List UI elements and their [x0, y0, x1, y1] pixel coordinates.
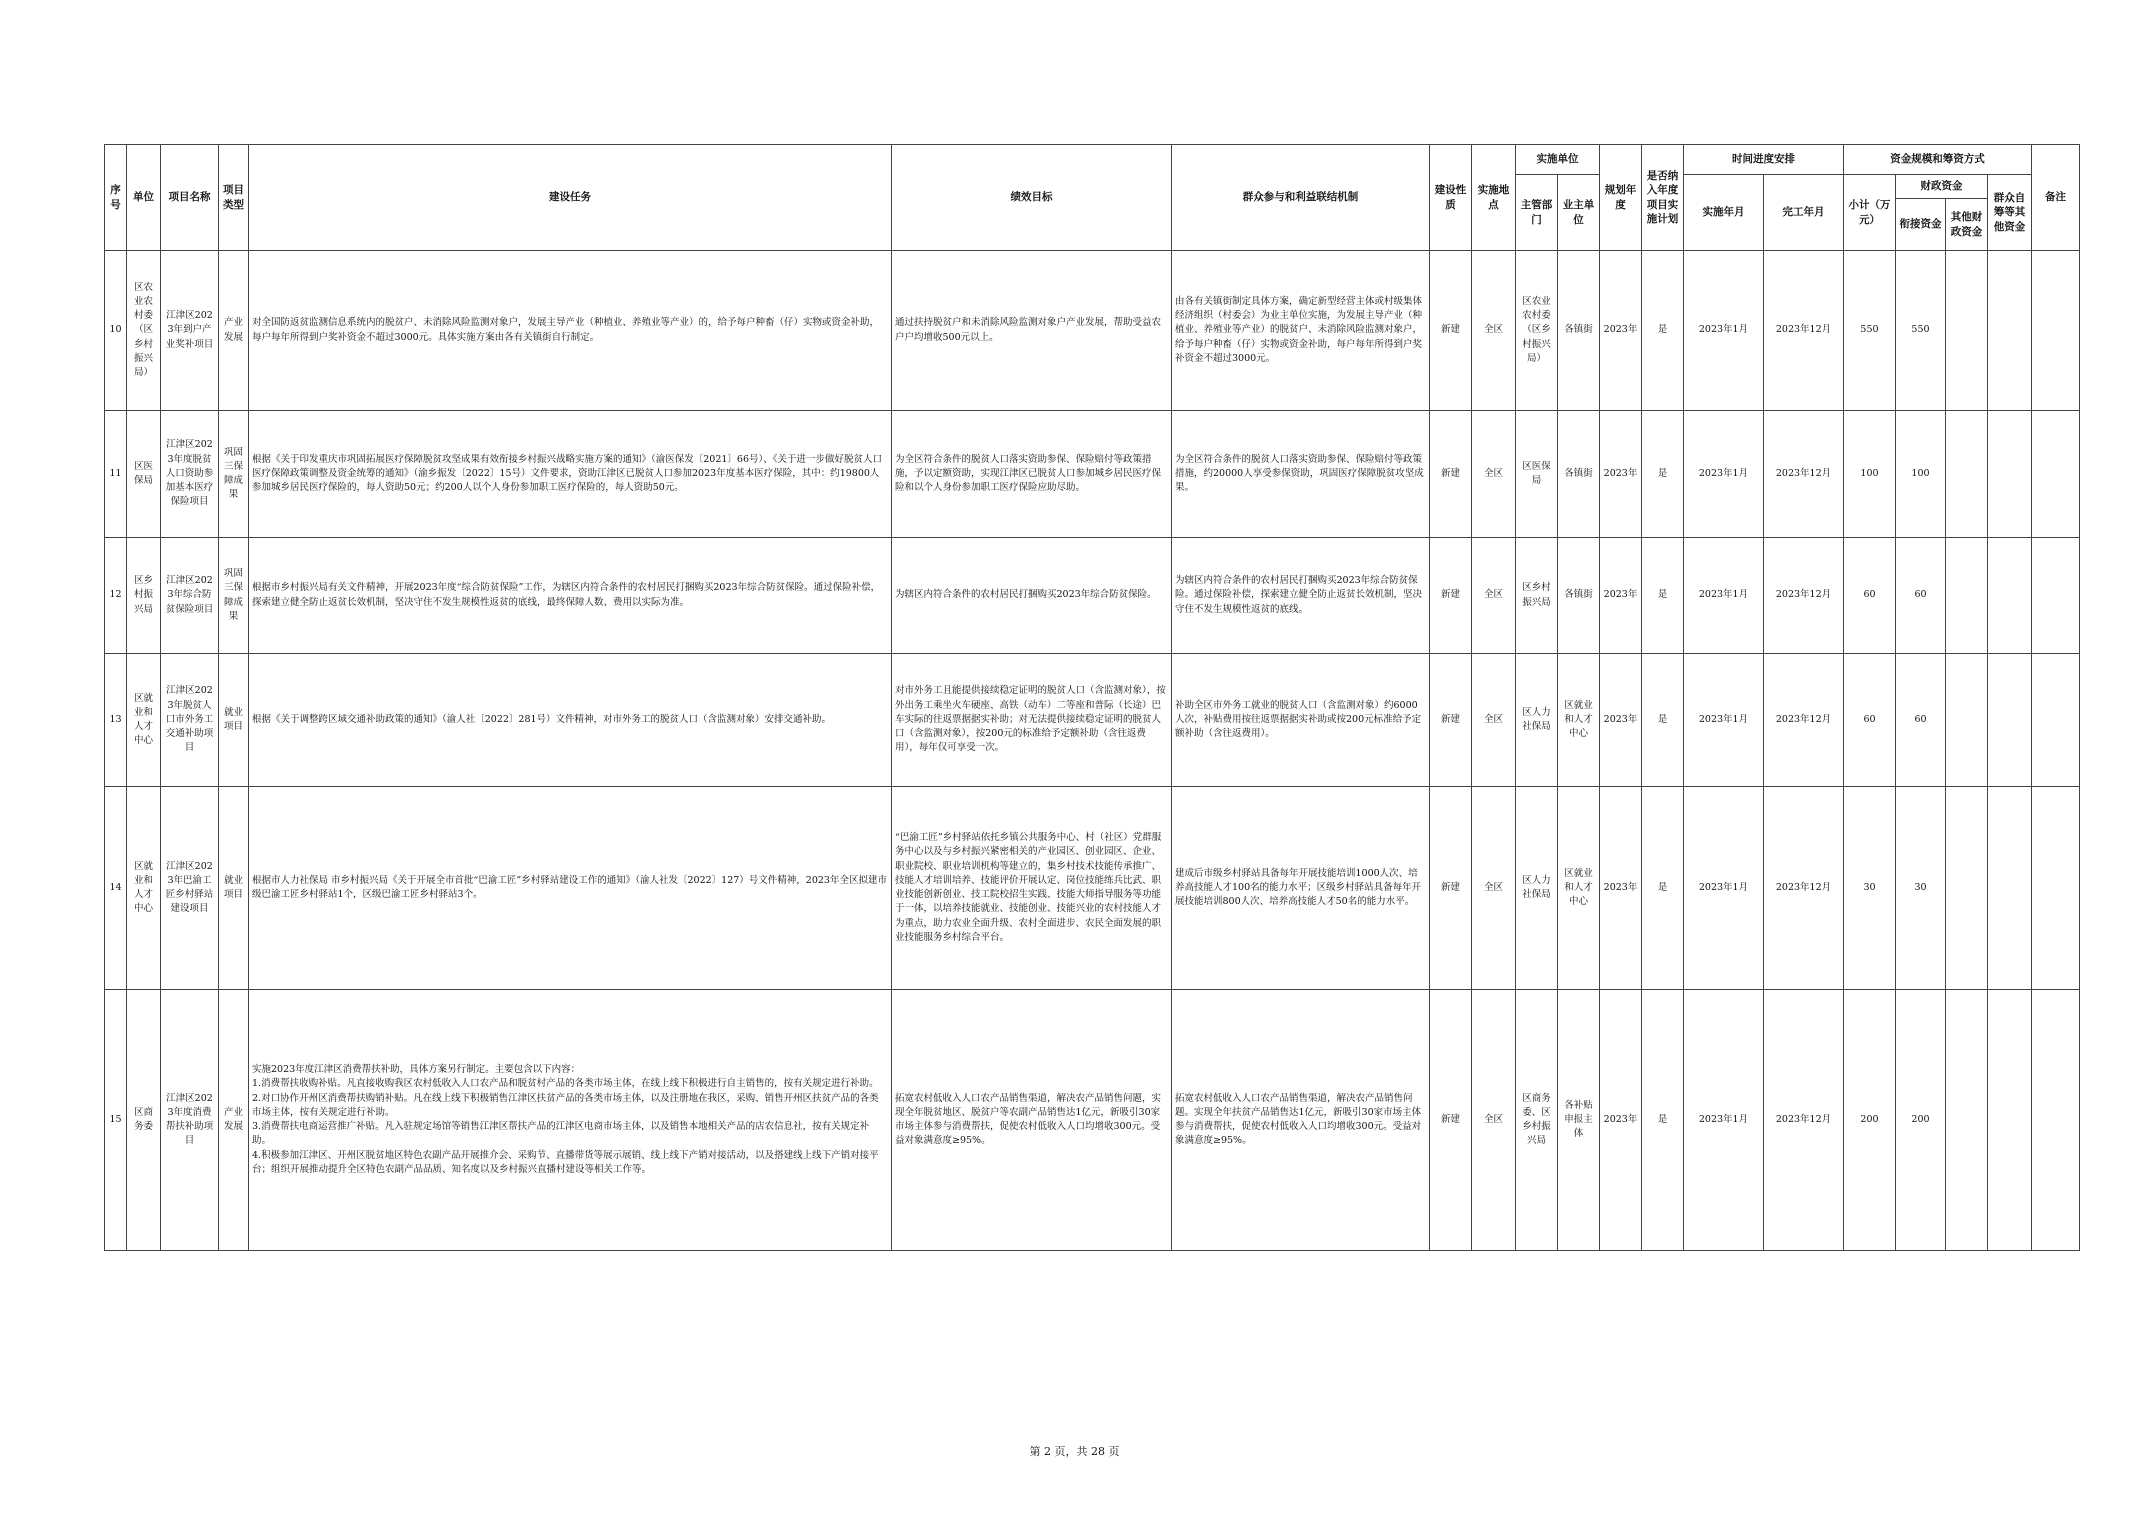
- cell-annual-plan: 是: [1642, 990, 1684, 1251]
- cell-goal: 拓宽农村低收入人口农产品销售渠道，解决农产品销售问题，实现全年脱贫地区、脱贫户等农副产品销售达1亿元，新吸引30家市场主体参与消费帮扶，促使农村低收入人口均增收300元。受益对象满意度≥95%。: [892, 990, 1172, 1251]
- cell-self-raised: [1988, 251, 2032, 411]
- cell-subtotal: 60: [1844, 538, 1896, 654]
- cell-main-dept: 区医保局: [1516, 411, 1558, 538]
- cell-subtotal: 550: [1844, 251, 1896, 411]
- project-table: [104, 144, 2080, 1251]
- cell-start: 2023年1月: [1684, 654, 1764, 787]
- cell-plan-year: 2023年: [1600, 787, 1642, 990]
- cell-location: 全区: [1472, 538, 1516, 654]
- cell-end: 2023年12月: [1764, 990, 1844, 1251]
- cell-start: 2023年1月: [1684, 251, 1764, 411]
- cell-owner: 区就业和人才中心: [1558, 654, 1600, 787]
- cell-link-fund: 200: [1896, 990, 1946, 1251]
- cell-self-raised: [1988, 538, 2032, 654]
- header-name: 项目名称: [161, 145, 219, 251]
- cell-name: 江津区2023年度消费帮扶补助项目: [161, 990, 219, 1251]
- cell-seq: 15: [105, 990, 127, 1251]
- header-owner: 业主单位: [1558, 175, 1600, 251]
- cell-location: 全区: [1472, 787, 1516, 990]
- cell-owner: 各补贴申报主体: [1558, 990, 1600, 1251]
- cell-owner: 区就业和人才中心: [1558, 787, 1600, 990]
- cell-type: 就业项目: [219, 787, 249, 990]
- cell-seq: 10: [105, 251, 127, 411]
- cell-task: 根据市人力社保局 市乡村振兴局《关于开展全市首批“巴渝工匠”乡村驿站建设工作的通知》（渝人社发〔2022〕127）号文件精神，2023年全区拟建市级巴渝工匠乡村驿站1个，区级巴渝工匠乡村驿站3个。: [249, 787, 892, 990]
- cell-unit: 区就业和人才中心: [127, 787, 161, 990]
- cell-remark: [2032, 538, 2080, 654]
- cell-start: 2023年1月: [1684, 411, 1764, 538]
- cell-unit: 区医保局: [127, 411, 161, 538]
- cell-name: 江津区2023年巴渝工匠乡村驿站建设项目: [161, 787, 219, 990]
- header-annual-plan: 是否纳入年度项目实施计划: [1642, 145, 1684, 251]
- cell-other-fiscal: [1946, 251, 1988, 411]
- cell-annual-plan: 是: [1642, 411, 1684, 538]
- cell-location: 全区: [1472, 251, 1516, 411]
- cell-annual-plan: 是: [1642, 787, 1684, 990]
- cell-annual-plan: 是: [1642, 654, 1684, 787]
- header-mechanism: 群众参与和利益联结机制: [1172, 145, 1430, 251]
- cell-remark: [2032, 251, 2080, 411]
- cell-nature: 新建: [1430, 990, 1472, 1251]
- cell-goal: 为辖区内符合条件的农村居民打捆购买2023年综合防贫保险。: [892, 538, 1172, 654]
- cell-nature: 新建: [1430, 411, 1472, 538]
- header-fund: 资金规模和筹资方式: [1844, 145, 2032, 175]
- cell-subtotal: 30: [1844, 787, 1896, 990]
- cell-type: 产业发展: [219, 251, 249, 411]
- cell-other-fiscal: [1946, 787, 1988, 990]
- cell-type: 产业发展: [219, 990, 249, 1251]
- header-seq: 序号: [105, 145, 127, 251]
- header-impl-unit: 实施单位: [1516, 145, 1600, 175]
- header-main-dept: 主管部门: [1516, 175, 1558, 251]
- cell-annual-plan: 是: [1642, 538, 1684, 654]
- cell-remark: [2032, 990, 2080, 1251]
- cell-main-dept: 区人力社保局: [1516, 787, 1558, 990]
- cell-seq: 11: [105, 411, 127, 538]
- cell-main-dept: 区乡村振兴局: [1516, 538, 1558, 654]
- header-fiscal: 财政资金: [1896, 175, 1988, 199]
- cell-name: 江津区2023年脱贫人口市外务工交通补助项目: [161, 654, 219, 787]
- cell-seq: 14: [105, 787, 127, 990]
- cell-self-raised: [1988, 990, 2032, 1251]
- cell-task: 根据《关于调整跨区域交通补助政策的通知》（渝人社〔2022〕281号）文件精神，对市外务工的脱贫人口（含监测对象）安排交通补助。: [249, 654, 892, 787]
- cell-start: 2023年1月: [1684, 990, 1764, 1251]
- cell-task: 根据市乡村振兴局有关文件精神，开展2023年度“综合防贫保险”工作，为辖区内符合条件的农村居民打捆购买2023年综合防贫保险。通过保险补偿，探索建立健全防止返贫长效机制，坚决守住不发生规模性返贫的底线，最终保障人数、费用以实际为准。: [249, 538, 892, 654]
- cell-plan-year: 2023年: [1600, 538, 1642, 654]
- header-nature: 建设性质: [1430, 145, 1472, 251]
- cell-nature: 新建: [1430, 654, 1472, 787]
- cell-type: 巩固三保障成果: [219, 538, 249, 654]
- header-goal: 绩效目标: [892, 145, 1172, 251]
- table-row: [105, 411, 2080, 538]
- cell-other-fiscal: [1946, 654, 1988, 787]
- header-remark: 备注: [2032, 145, 2080, 251]
- cell-goal: 通过扶持脱贫户和未消除风险监测对象户产业发展，帮助受益农户户均增收500元以上。: [892, 251, 1172, 411]
- cell-mechanism: 补助全区市外务工就业的脱贫人口（含监测对象）约6000人次，补贴费用按往返票据据实补助或按200元标准给予定额补助（含往返费用）。: [1172, 654, 1430, 787]
- header-link-fund: 衔接资金: [1896, 199, 1946, 251]
- table-row: [105, 538, 2080, 654]
- cell-remark: [2032, 654, 2080, 787]
- cell-plan-year: 2023年: [1600, 411, 1642, 538]
- cell-nature: 新建: [1430, 787, 1472, 990]
- table-row: [105, 654, 2080, 787]
- cell-plan-year: 2023年: [1600, 654, 1642, 787]
- cell-link-fund: 30: [1896, 787, 1946, 990]
- cell-type: 巩固三保障成果: [219, 411, 249, 538]
- cell-link-fund: 60: [1896, 654, 1946, 787]
- cell-other-fiscal: [1946, 538, 1988, 654]
- cell-name: 江津区2023年综合防贫保险项目: [161, 538, 219, 654]
- cell-location: 全区: [1472, 654, 1516, 787]
- header-schedule: 时间进度安排: [1684, 145, 1844, 175]
- cell-goal: 为全区符合条件的脱贫人口落实资助参保、保险赔付等政策措施，予以定额资助，实现江津区已脱贫人口参加城乡居民医疗保险和以个人身份参加职工医疗保险应助尽助。: [892, 411, 1172, 538]
- cell-end: 2023年12月: [1764, 654, 1844, 787]
- table-row: [105, 251, 2080, 411]
- cell-end: 2023年12月: [1764, 251, 1844, 411]
- cell-nature: 新建: [1430, 251, 1472, 411]
- table-row: [105, 787, 2080, 990]
- cell-end: 2023年12月: [1764, 538, 1844, 654]
- cell-link-fund: 100: [1896, 411, 1946, 538]
- cell-self-raised: [1988, 654, 2032, 787]
- cell-plan-year: 2023年: [1600, 990, 1642, 1251]
- cell-task: 根据《关于印发重庆市巩固拓展医疗保障脱贫攻坚成果有效衔接乡村振兴战略实施方案的通知》（渝医保发〔2021〕66号）、《关于进一步做好脱贫人口医疗保障政策调整及资金统筹的通知》（渝乡振发〔2022〕15号）文件要求，资助江津区已脱贫人口参加2023年度基本医疗保险，其中：约19800人参加城乡居民医疗保险的，每人资助50元；约200人以个人身份参加职工医疗保险的，每人资助50元。: [249, 411, 892, 538]
- cell-goal: “巴渝工匠”乡村驿站依托乡镇公共服务中心、村（社区）党群服务中心以及与乡村振兴紧密相关的产业园区、创业园区、企业、职业院校、职业培训机构等建立的，集乡村技术技能传承推广、技能人才培训培养、技能评价开展认定、岗位技能练兵比武、职业技能创新创业、技工院校招生实践、技能大师指导服务等功能于一体，以培养技能就业、技能创业、技能兴业的农村技能人才为重点，助力农业全面升级、农村全面进步、农民全面发展的职业技能服务乡村综合平台。: [892, 787, 1172, 990]
- cell-other-fiscal: [1946, 990, 1988, 1251]
- cell-name: 江津区2023年度脱贫人口资助参加基本医疗保险项目: [161, 411, 219, 538]
- cell-link-fund: 60: [1896, 538, 1946, 654]
- cell-owner: 各镇街: [1558, 538, 1600, 654]
- cell-unit: 区农业农村委（区乡村振兴局）: [127, 251, 161, 411]
- cell-mechanism: 为全区符合条件的脱贫人口落实资助参保、保险赔付等政策措施，约20000人享受参保资助，巩固医疗保障脱贫攻坚成果。: [1172, 411, 1430, 538]
- cell-unit: 区就业和人才中心: [127, 654, 161, 787]
- cell-main-dept: 区人力社保局: [1516, 654, 1558, 787]
- cell-remark: [2032, 787, 2080, 990]
- header-self-raised: 群众自筹等其他资金: [1988, 175, 2032, 251]
- cell-end: 2023年12月: [1764, 411, 1844, 538]
- header-type: 项目类型: [219, 145, 249, 251]
- cell-type: 就业项目: [219, 654, 249, 787]
- cell-mechanism: 建成后市级乡村驿站具备每年开展技能培训1000人次、培养高技能人才100名的能力水平；区级乡村驿站具备每年开展技能培训800人次、培养高技能人才50名的能力水平。: [1172, 787, 1430, 990]
- cell-end: 2023年12月: [1764, 787, 1844, 990]
- header-start: 实施年月: [1684, 175, 1764, 251]
- cell-task: 对全国防返贫监测信息系统内的脱贫户、未消除风险监测对象户，发展主导产业（种植业、养殖业等产业）的，给予每户种畜（仔）实物或资金补助，每户每年所得到户奖补资金不超过3000元。具体实施方案由各有关镇街自行制定。: [249, 251, 892, 411]
- cell-seq: 13: [105, 654, 127, 787]
- cell-start: 2023年1月: [1684, 538, 1764, 654]
- page-number: 第 2 页，共 28 页: [1029, 1445, 1120, 1458]
- cell-mechanism: 由各有关镇街制定具体方案，确定新型经营主体或村级集体经济组织（村委会）为业主单位实施，为发展主导产业（种植业、养殖业等产业）的脱贫户、未消除风险监测对象户，给予每户种畜（仔）实物或资金补助，每户每年所得到户奖补资金不超过3000元。: [1172, 251, 1430, 411]
- cell-main-dept: 区农业农村委（区乡村振兴局）: [1516, 251, 1558, 411]
- cell-other-fiscal: [1946, 411, 1988, 538]
- header-unit: 单位: [127, 145, 161, 251]
- cell-link-fund: 550: [1896, 251, 1946, 411]
- cell-seq: 12: [105, 538, 127, 654]
- cell-unit: 区乡村振兴局: [127, 538, 161, 654]
- header-location: 实施地点: [1472, 145, 1516, 251]
- cell-nature: 新建: [1430, 538, 1472, 654]
- cell-subtotal: 200: [1844, 990, 1896, 1251]
- cell-remark: [2032, 411, 2080, 538]
- cell-location: 全区: [1472, 990, 1516, 1251]
- cell-subtotal: 100: [1844, 411, 1896, 538]
- cell-task: 实施2023年度江津区消费帮扶补助，具体方案另行制定。主要包含以下内容： 1.消费帮扶收购补贴。凡直接收购我区农村低收入人口农产品和脱贫村产品的各类市场主体，在线上线下积极进行自主销售的，按有关规定进行补助。 2.对口协作开州区消费帮扶购销补贴。凡在线上线下积极销售江津区扶贫产品的各类市场主体，以及注册地在我区，采购、销售开州区扶贫产品的各类市场主体，按有关规定进行补助。 3.消费帮扶电商运营推广补贴。凡入驻规定场馆等销售江津区帮扶产品的江津区电商市场主体，以及销售本地相关产品的店农信息社，按有关规定补助。 4.积极参加江津区、开州区脱贫地区特色农副产品开展推介会、采购节、直播带货等展示展销、线上线下产销对接活动，以及搭建线上线下产销对接平台；组织开展推动提升全区特色农副产品品质、知名度以及乡村振兴直播村建设等相关工作等。: [249, 990, 892, 1251]
- cell-owner: 各镇街: [1558, 411, 1600, 538]
- cell-start: 2023年1月: [1684, 787, 1764, 990]
- cell-self-raised: [1988, 787, 2032, 990]
- cell-unit: 区商务委: [127, 990, 161, 1251]
- header-other-fiscal: 其他财政资金: [1946, 199, 1988, 251]
- cell-location: 全区: [1472, 411, 1516, 538]
- cell-annual-plan: 是: [1642, 251, 1684, 411]
- header-subtotal: 小计（万元）: [1844, 175, 1896, 251]
- header-task: 建设任务: [249, 145, 892, 251]
- cell-main-dept: 区商务委、区乡村振兴局: [1516, 990, 1558, 1251]
- cell-name: 江津区2023年到户产业奖补项目: [161, 251, 219, 411]
- cell-goal: 对市外务工且能提供接续稳定证明的脱贫人口（含监测对象），按外出务工乘坐火车硬座、高铁（动车）二等座和普际（长途）巴车实际的往返票据据实补助；对无法提供接续稳定证明的脱贫人口（含监测对象），按200元的标准给予定额补助（含往返费用），每年仅可享受一次。: [892, 654, 1172, 787]
- header-plan-year: 规划年度: [1600, 145, 1642, 251]
- cell-self-raised: [1988, 411, 2032, 538]
- cell-mechanism: 拓宽农村低收入人口农产品销售渠道，解决农产品销售问题。实现全年扶贫产品销售达1亿元，新吸引30家市场主体参与消费帮扶，促使农村低收入人口均增收300元。受益对象满意度≥95%。: [1172, 990, 1430, 1251]
- cell-plan-year: 2023年: [1600, 251, 1642, 411]
- table-row: [105, 990, 2080, 1251]
- cell-subtotal: 60: [1844, 654, 1896, 787]
- header-end: 完工年月: [1764, 175, 1844, 251]
- cell-mechanism: 为辖区内符合条件的农村居民打捆购买2023年综合防贫保险。通过保险补偿，探索建立健全防止返贫长效机制，坚决守住不发生规模性返贫的底线。: [1172, 538, 1430, 654]
- cell-owner: 各镇街: [1558, 251, 1600, 411]
